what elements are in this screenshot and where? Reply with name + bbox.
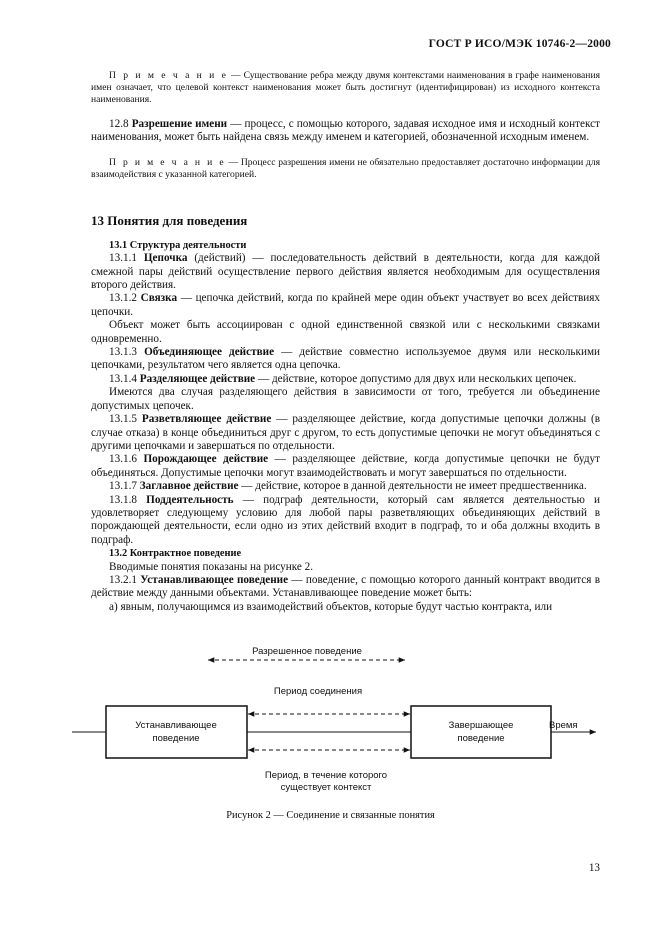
- clause-13-1-5: [91, 413, 600, 453]
- establish-box: [106, 706, 247, 758]
- clause-13-1-3: [91, 346, 600, 373]
- clause-text: — поведение, с помощью которого данный контракт вводится в действие между данными объектами. Устанавливающее поведение может быть:: [91, 573, 600, 600]
- clause-term: Заглавное действие: [139, 480, 239, 493]
- context-period-label-2: существует контекст: [280, 782, 372, 793]
- subsection-13-2-title: 13.2 Контрактное поведение: [109, 548, 242, 560]
- terminate-label-2: поведение: [457, 733, 505, 744]
- clause-text: — действие, которое допустимо для двух или нескольких цепочек.: [255, 372, 577, 385]
- clause-text: — процесс, с помощью которого, задавая исходное имя и исходный контекст наименования, может быть найдена связь между именем и категорией, обозначенной исходным именем.: [91, 118, 600, 144]
- note-text: — Существование ребра между двумя контекстами наименования в графе наименования имен означает, что целевой контекст наименования может быть достигнут (идентифицирован) из исходного контекста наименования.: [91, 70, 600, 105]
- context-period-label-1: Период, в течение которого: [264, 770, 388, 781]
- clause-term: Разделяющее действие: [139, 372, 256, 385]
- clause-number: 12.8: [109, 118, 132, 130]
- note-label: П р и м е ч а н и е: [109, 156, 226, 168]
- clause-text: — действие совместно используемое двумя или несколькими цепочками, результатом чего является одна цепочка.: [91, 346, 601, 372]
- clause-13-1-7: [91, 480, 600, 493]
- clause-term: Разветвляющее действие: [141, 413, 272, 426]
- clause-number: 13.1.8: [109, 493, 147, 506]
- establish-label-1: Устанавливающее: [135, 720, 217, 731]
- clause-term: Поддеятельность: [146, 493, 234, 506]
- clause-text: — действие, которое в данной деятельности не имеет предшественника.: [238, 480, 587, 493]
- clause-text: — разделяющее действие, когда допустимые цепочки не будут объединяться. Допустимые цепочки могут взаимодействовать и могут завершаться по отдельности.: [91, 453, 600, 479]
- figure-2-diagram: [60, 640, 620, 800]
- subsection-13-1-title: 13.1 Структура деятельности: [109, 239, 247, 251]
- page-number: 13: [588, 862, 600, 874]
- clause-text: — разделяющее действие, когда допустимые цепочки должны (в случае отказа) в конце объединиться друг с другом, то есть допустимые цепочки не могут объединяться с другими цепочками и завершаться по отдельности.: [91, 413, 601, 452]
- clause-text: (действий) — последовательность действий в деятельности, когда для каждой смежной пары действий осуществление первого действия является необходимым для осуществления второго действия.: [91, 252, 600, 292]
- clause-13-1-6: [91, 453, 600, 480]
- terminate-label-1: Завершающее: [448, 720, 514, 731]
- section-title: 13 Понятия для поведения: [91, 212, 248, 228]
- clause-number: 13.1.3: [109, 346, 145, 359]
- clause-term: Устанавливающее поведение: [140, 573, 289, 586]
- clause-number: 13.1.4: [109, 372, 140, 385]
- clause-term: Порождающее действие: [143, 453, 269, 466]
- note-2: [91, 157, 600, 181]
- clause-term: Разрешение имени: [131, 118, 228, 130]
- clause-13-1-2: [91, 292, 600, 319]
- clause-13-1-1: [91, 252, 600, 292]
- terminate-box: [411, 706, 551, 758]
- clause-13-1-8: [91, 494, 600, 548]
- note-label: П р и м е ч а н и е: [109, 70, 229, 81]
- clause-number: 13.1.5: [109, 413, 142, 426]
- note-1: [91, 70, 600, 106]
- clause-number: 13.1.2: [109, 292, 141, 305]
- clause-number: 13.1.1: [109, 252, 144, 265]
- clause-term: Цепочка: [143, 252, 188, 265]
- figure-caption: Рисунок 2 — Соединение и связанные понятия: [226, 810, 435, 821]
- connection-period-label: Период соединения: [273, 686, 363, 697]
- clause-number: 13.2.1: [109, 573, 141, 586]
- note-text: — Процесс разрешения имени не обязательно предоставляет достаточно информации для взаимодействия с указанной категорией.: [91, 156, 600, 180]
- clause-term: Связка: [140, 292, 178, 305]
- page-body: [91, 70, 600, 614]
- clause-13-2-1: [91, 574, 600, 601]
- clause-13-1-4: [91, 373, 600, 386]
- resolved-behaviour-label: Разрешенное поведение: [252, 646, 362, 657]
- clause-number: 13.1.7: [109, 480, 140, 493]
- clause-term: Объединяющее действие: [144, 346, 275, 359]
- clause-text: — подграф деятельности, который сам является деятельностью и удовлетворяет следующему условию для любой пары разветвляющих объединяющих действий в порождающей деятельности, если одно из этих действий входит в подграф, то и оба должны входить в подграф.: [91, 493, 601, 546]
- document-header: ГОСТ Р ИСО/МЭК 10746-2—2000: [428, 38, 611, 50]
- intro-paragraph: Вводимые понятия показаны на рисунке 2.: [109, 560, 314, 573]
- clause-number: 13.1.6: [109, 453, 144, 466]
- clause-13-1-2-extra: Объект может быть ассоциирован с одной единственной связкой или с несколькими связками одновременно.: [91, 319, 600, 345]
- time-label: Время: [549, 720, 578, 731]
- list-item-a: а) явным, получающимся из взаимодействий объектов, которые будут частью контракта, или: [109, 600, 553, 613]
- clause-12-8: [91, 118, 600, 145]
- clause-13-1-4-extra: Имеются два случая разделяющего действия в зависимости от того, требуется ли объединение допустимых цепочек.: [91, 386, 600, 412]
- establish-label-2: поведение: [152, 733, 200, 744]
- clause-text: — цепочка действий, когда по крайней мере один объект участвует во всех действиях цепочки.: [91, 292, 600, 318]
